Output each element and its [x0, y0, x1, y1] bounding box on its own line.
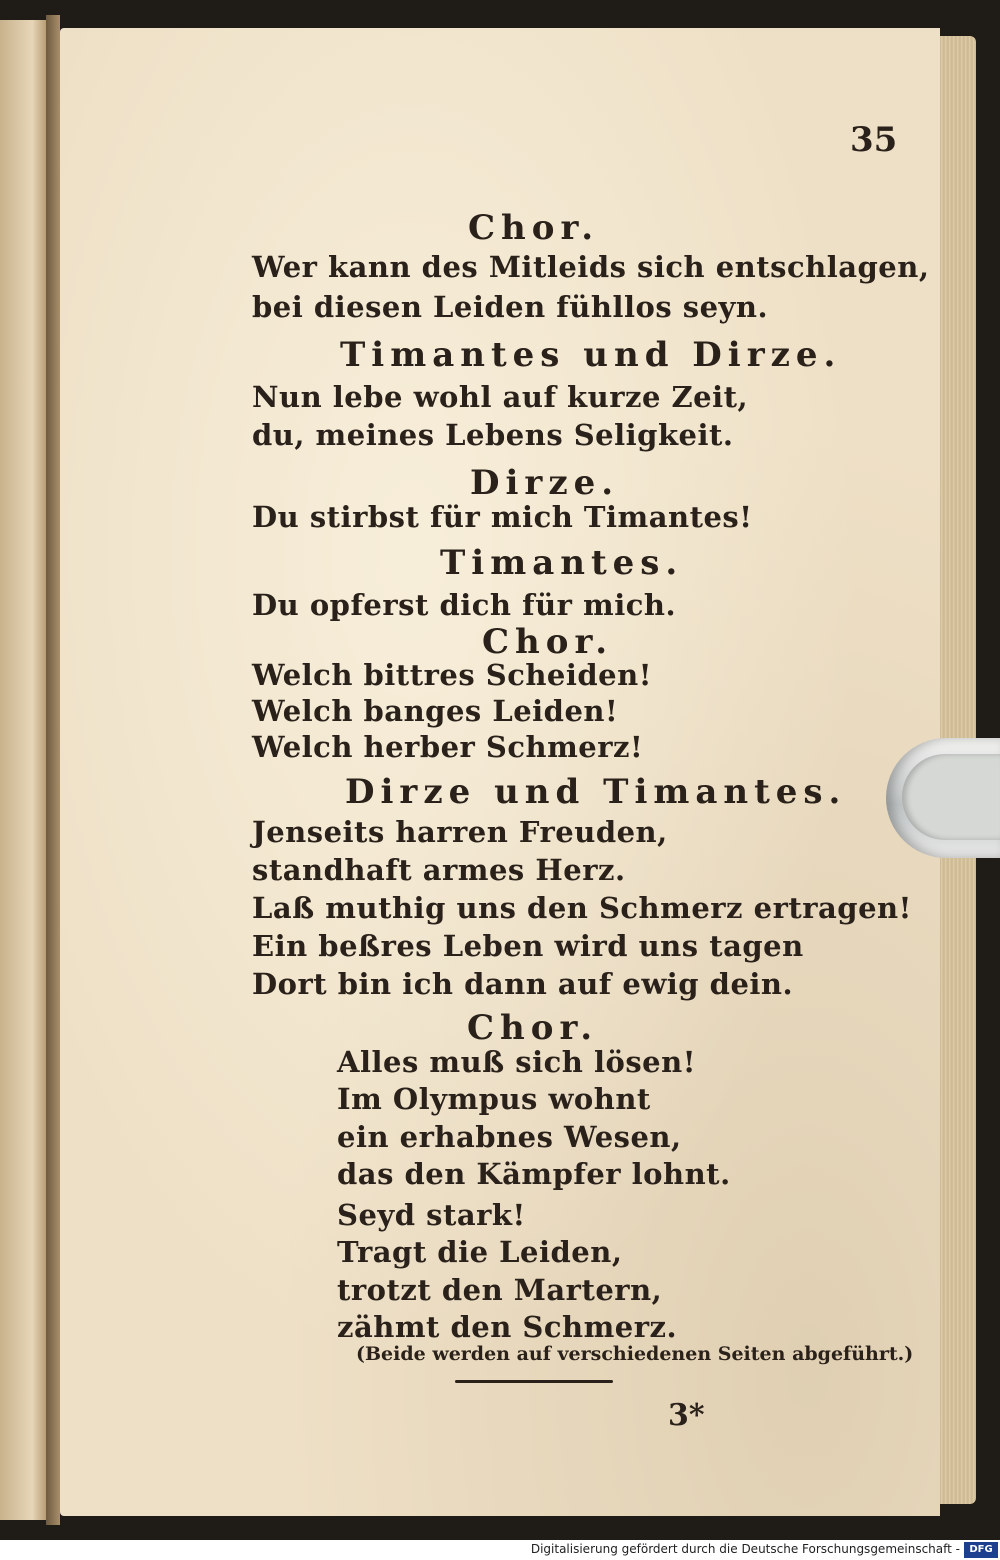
- section-heading: Timantes und Dirze.: [340, 335, 842, 375]
- section-heading: Chor.: [482, 622, 614, 662]
- verse-line: Du opferst dich für mich.: [252, 588, 677, 622]
- book-gutter: [46, 15, 60, 1525]
- verse-line: bei diesen Leiden fühllos seyn.: [252, 290, 769, 324]
- verse-line: Nun lebe wohl auf kurze Zeit,: [252, 380, 749, 414]
- verse-line: Dort bin ich dann auf ewig dein.: [252, 967, 794, 1001]
- closing-rule: [455, 1380, 613, 1383]
- dfg-logo: DFG: [964, 1542, 998, 1558]
- verse-line: Ein beßres Leben wird uns tagen: [252, 929, 804, 963]
- verse-line: Welch bittres Scheiden!: [252, 658, 652, 692]
- verse-line: trotzt den Martern,: [337, 1273, 663, 1307]
- verse-line: Du stirbst für mich Timantes!: [252, 500, 753, 534]
- verse-line: Alles muß sich lösen!: [337, 1045, 696, 1079]
- funding-credit: Digitalisierung gefördert durch die Deutsche Forschungsgemeinschaft -: [530, 1542, 960, 1556]
- verse-line: Tragt die Leiden,: [337, 1235, 623, 1269]
- verse-line: standhaft armes Herz.: [252, 853, 626, 887]
- verse-line: zähmt den Schmerz.: [337, 1310, 678, 1344]
- page-clip: [886, 738, 1000, 858]
- verse-line: Laß muthig uns den Schmerz ertragen!: [252, 891, 912, 925]
- left-page-edge: [0, 20, 46, 1520]
- page-number: 35: [850, 120, 898, 160]
- section-heading: Chor.: [467, 1008, 599, 1048]
- verse-line: Welch banges Leiden!: [252, 694, 619, 728]
- verse-line: Jenseits harren Freuden,: [252, 815, 668, 849]
- section-heading: Dirze.: [470, 463, 620, 503]
- verse-line: Im Olympus wohnt: [337, 1082, 651, 1116]
- section-heading: Chor.: [468, 208, 600, 248]
- verse-line: das den Kämpfer lohnt.: [337, 1157, 731, 1191]
- verse-line: Wer kann des Mitleids sich entschlagen,: [252, 250, 930, 284]
- section-heading: Timantes.: [440, 543, 684, 583]
- stage-direction: (Beide werden auf verschiedenen Seiten abgeführt.): [356, 1343, 914, 1365]
- verse-line: Welch herber Schmerz!: [252, 730, 644, 764]
- footer-bar: [0, 1540, 1000, 1560]
- verse-line: Seyd stark!: [337, 1198, 526, 1232]
- signature-mark: 3*: [668, 1398, 705, 1433]
- section-heading: Dirze und Timantes.: [345, 772, 847, 812]
- verse-line: ein erhabnes Wesen,: [337, 1120, 682, 1154]
- verse-line: du, meines Lebens Seligkeit.: [252, 418, 734, 452]
